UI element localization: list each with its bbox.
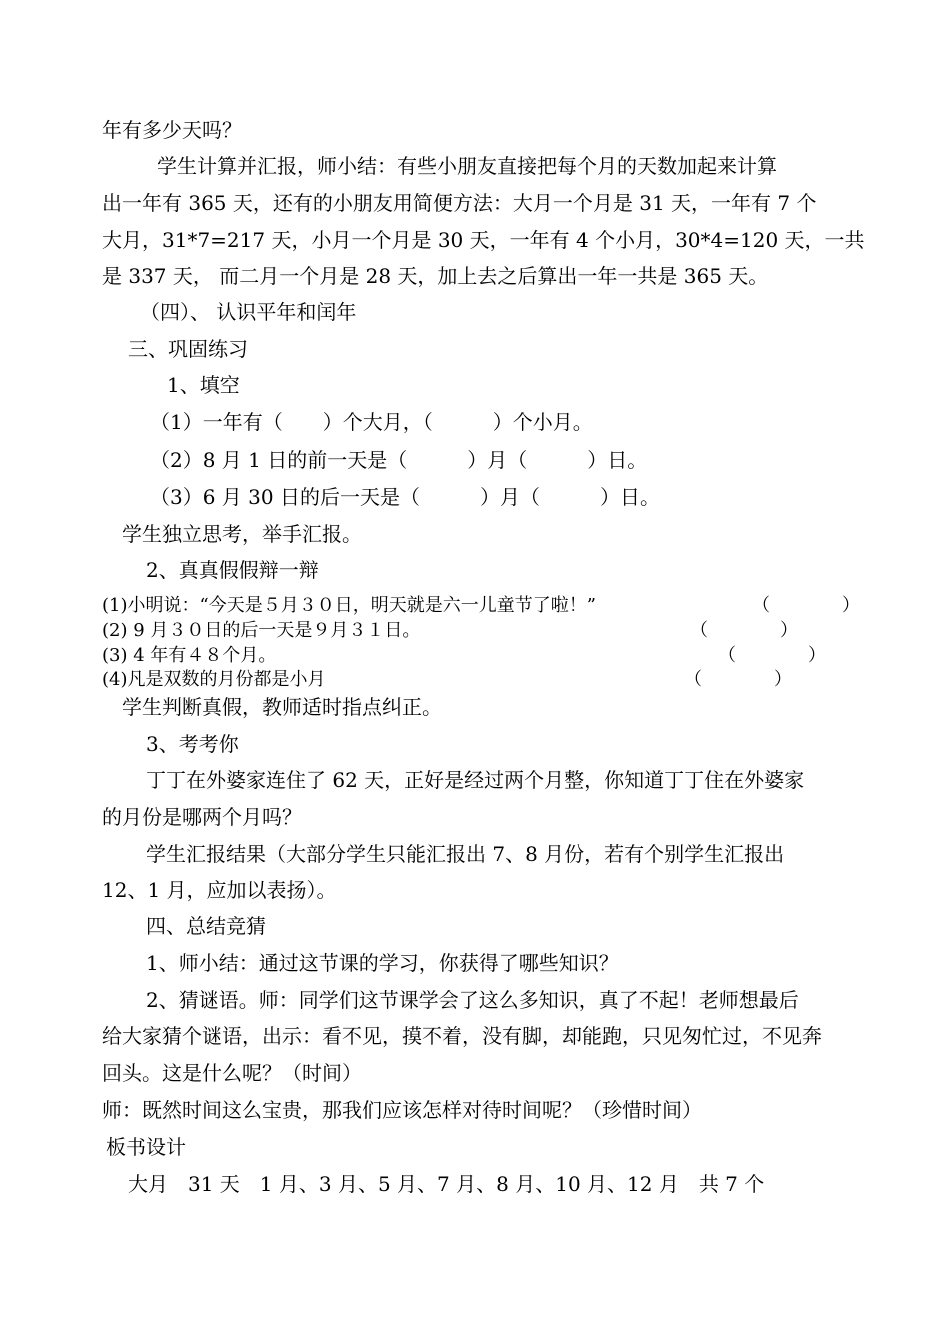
answer-bracket: （ ） [718,645,826,666]
paragraph-line: 是 337 天， 而二月一个月是 28 天，加上去之后算出一年一共是 365 天。 [102,264,769,288]
fill-blank-item: （1）一年有（ ）个大月，（ ）个小月。 [150,410,593,434]
answer-bracket: （ ） [690,620,798,641]
answer-bracket: （ ） [684,669,792,690]
paragraph-line: 学生判断真假，教师适时指点纠正。 [122,695,442,719]
paragraph-line: 出一年有 365 天，还有的小朋友用简便方法：大月一个月是 31 天，一年有 7 个 [102,191,817,215]
paragraph-line: 学生独立思考，举手汇报。 [122,522,362,546]
answer-bracket: （ ） [752,595,860,616]
fill-blank-item: （3）6 月 30 日的后一天是（ ）月（ ）日。 [150,485,660,509]
paragraph-line: 回头。这是什么呢？（时间） [102,1061,362,1085]
paragraph-line: 的月份是哪两个月吗？ [102,805,302,829]
paragraph-line: 1、师小结：通过这节课的学习，你获得了哪些知识？ [146,951,619,975]
paragraph-line: 12、1 月，应加以表扬）。 [102,878,337,902]
paragraph-line: 给大家猜个谜语，出示：看不见，摸不着，没有脚，却能跑，只见匆忙过，不见奔 [102,1024,822,1048]
paragraph-line: 大月，31*7=217 天，小月一个月是 30 天，一年有 4 个小月，30*4=120 天，一共 [102,228,865,252]
paragraph-line: 学生计算并汇报，师小结：有些小朋友直接把每个月的天数加起来计算 [157,154,777,178]
true-false-item: (3) 4 年有４８个月。 [102,645,277,666]
paragraph-line: 丁丁在外婆家连住了 62 天，正好是经过两个月整，你知道丁丁住在外婆家 [146,768,805,792]
section-heading: 四、总结竞猜 [146,914,266,938]
fill-blank-item: （2）8 月 1 日的前一天是（ ）月（ ）日。 [150,448,648,472]
subsection-heading: 1、填空 [167,373,240,397]
true-false-item: (1)小明说：“今天是５月３０日，明天就是六一儿童节了啦！” [102,595,596,616]
paragraph-line: 学生汇报结果（大部分学生只能汇报出 7、8 月份，若有个别学生汇报出 [146,842,785,866]
paragraph-line: 师：既然时间这么宝贵，那我们应该怎样对待时间呢？（珍惜时间） [102,1098,702,1122]
subsection-heading: 2、真真假假辩一辩 [146,558,319,582]
section-heading: （四）、 认识平年和闰年 [140,300,357,324]
section-heading: 板书设计 [106,1135,186,1159]
subsection-heading: 3、考考你 [146,732,239,756]
board-design-line: 大月 31 天 1 月、3 月、5 月、7 月、8 月、10 月、12 月 共 7 个 [128,1172,765,1196]
section-heading: 三、巩固练习 [128,337,248,361]
paragraph-line: 年有多少天吗？ [102,118,242,142]
true-false-item: (2) 9 月３０日的后一天是９月３１日。 [102,620,421,641]
paragraph-line: 2、猜谜语。师：同学们这节课学会了这么多知识，真了不起！老师想最后 [146,988,799,1012]
true-false-item: (4)凡是双数的月份都是小月 [102,669,326,690]
